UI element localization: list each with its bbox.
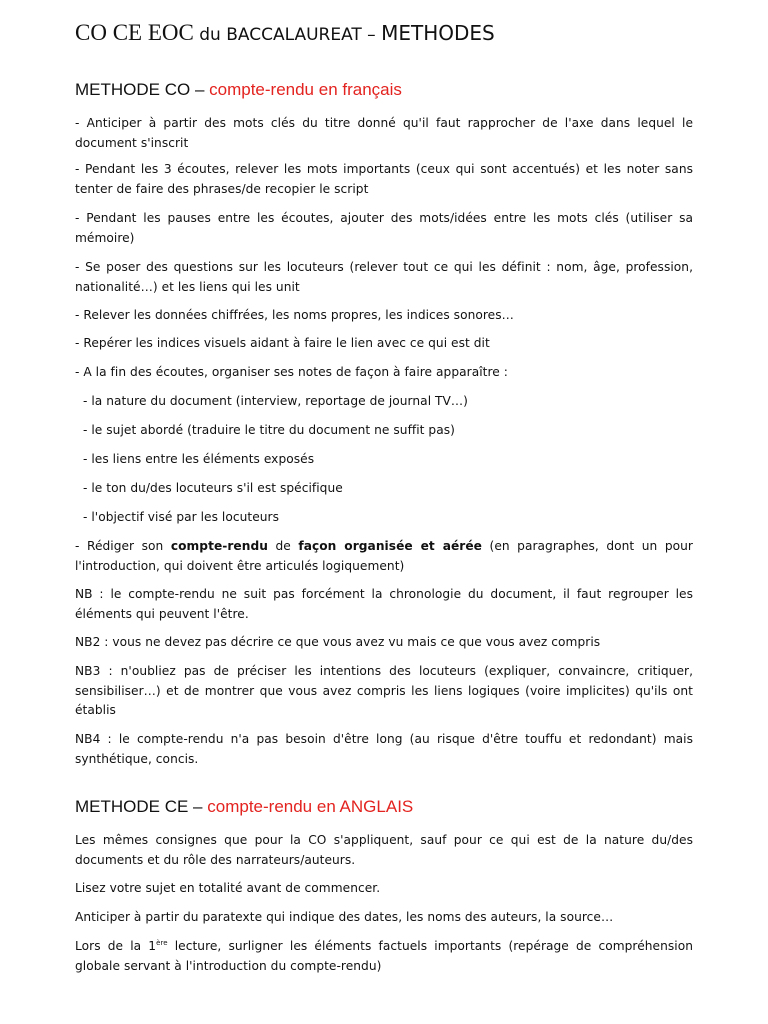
ce-paragraph-2: Lisez votre sujet en totalité avant de commencer. xyxy=(75,881,381,895)
section-heading-ce-prefix: METHODE CE – xyxy=(75,797,208,816)
ce-p4-text-a: Lors de la 1 xyxy=(75,939,157,953)
co-p8-bold-compte-rendu: compte-rendu xyxy=(170,539,268,553)
co-paragraph-8 xyxy=(75,537,693,576)
title-part-2: du BACCALAUREAT – xyxy=(193,25,382,45)
co-paragraph-2: - Pendant les 3 écoutes, relever les mots importants (ceux qui sont accentués) et les noter sans tenter de faire des phrases/de recopier le script xyxy=(75,162,693,196)
co-note-nb4: NB4 : le compte-rendu n'a pas besoin d'être long (au risque d'être touffu et redondant) mais synthétique, concis. xyxy=(75,732,693,766)
co-paragraph-7: - A la fin des écoutes, organiser ses notes de façon à faire apparaître : xyxy=(75,365,508,379)
co-p8-text-c: de xyxy=(267,539,299,553)
co-paragraph-4: - Se poser des questions sur les locuteurs (relever tout ce qui les définit : nom, âge, profession, nationalité…) et les liens qui les unit xyxy=(75,260,693,294)
co-paragraph-6: - Repérer les indices visuels aidant à faire le lien avec ce qui est dit xyxy=(75,336,490,350)
ce-p4-superscript: ère xyxy=(156,938,168,947)
section-heading-ce xyxy=(75,797,413,817)
co-sublist-item-3: - les liens entre les éléments exposés xyxy=(83,452,315,466)
section-heading-co xyxy=(75,80,402,100)
co-sublist-item-4: - le ton du/des locuteurs s'il est spécifique xyxy=(83,481,343,495)
co-sublist-item-5: - l'objectif visé par les locuteurs xyxy=(83,510,280,524)
ce-p4-text-b: lecture, surligner les éléments factuels importants (repérage de compréhension globale servant à l'introduction du compte-rendu) xyxy=(75,939,693,973)
ce-paragraph-3: Anticiper à partir du paratexte qui indique des dates, les noms des auteurs, la source… xyxy=(75,910,614,924)
co-paragraph-1: - Anticiper à partir des mots clés du titre donné qu'il faut rapprocher de l'axe dans lequel le document s'inscrit xyxy=(75,116,693,150)
page-title xyxy=(75,20,495,46)
section-heading-co-prefix: METHODE CO – xyxy=(75,80,210,99)
co-paragraph-5: - Relever les données chiffrées, les noms propres, les indices sonores… xyxy=(75,308,514,322)
co-p8-bold-facon: façon organisée et aérée xyxy=(298,539,482,553)
ce-paragraph-4 xyxy=(75,937,693,976)
title-part-3: METHODES xyxy=(381,21,495,45)
co-paragraph-3: - Pendant les pauses entre les écoutes, ajouter des mots/idées entre les mots clés (utiliser sa mémoire) xyxy=(75,211,693,245)
section-heading-co-highlight: compte-rendu en français xyxy=(209,80,402,99)
co-note-nb3: NB3 : n'oubliez pas de préciser les intentions des locuteurs (expliquer, convaincre, critiquer, sensibiliser…) et de montrer que vous avez compris les liens logiques (voire implicites) qu'ils ont établis xyxy=(75,664,693,717)
co-sublist-item-1: - la nature du document (interview, reportage de journal TV…) xyxy=(83,394,468,408)
section-heading-ce-highlight: compte-rendu en ANGLAIS xyxy=(207,797,414,816)
co-p8-text-e: (en paragraphes, dont un pour l'introduction, qui doivent être articulés logiquement) xyxy=(75,539,693,573)
title-part-1: CO CE EOC xyxy=(75,20,194,45)
co-note-nb: NB : le compte-rendu ne suit pas forcément la chronologie du document, il faut regrouper les éléments qui peuvent l'être. xyxy=(75,587,693,621)
co-p8-text-a: - Rédiger son xyxy=(75,539,171,553)
co-note-nb2: NB2 : vous ne devez pas décrire ce que vous avez vu mais ce que vous avez compris xyxy=(75,635,601,649)
ce-paragraph-1: Les mêmes consignes que pour la CO s'appliquent, sauf pour ce qui est de la nature du/des documents et du rôle des narrateurs/auteurs. xyxy=(75,833,693,867)
co-sublist-item-2: - le sujet abordé (traduire le titre du document ne suffit pas) xyxy=(83,423,455,437)
